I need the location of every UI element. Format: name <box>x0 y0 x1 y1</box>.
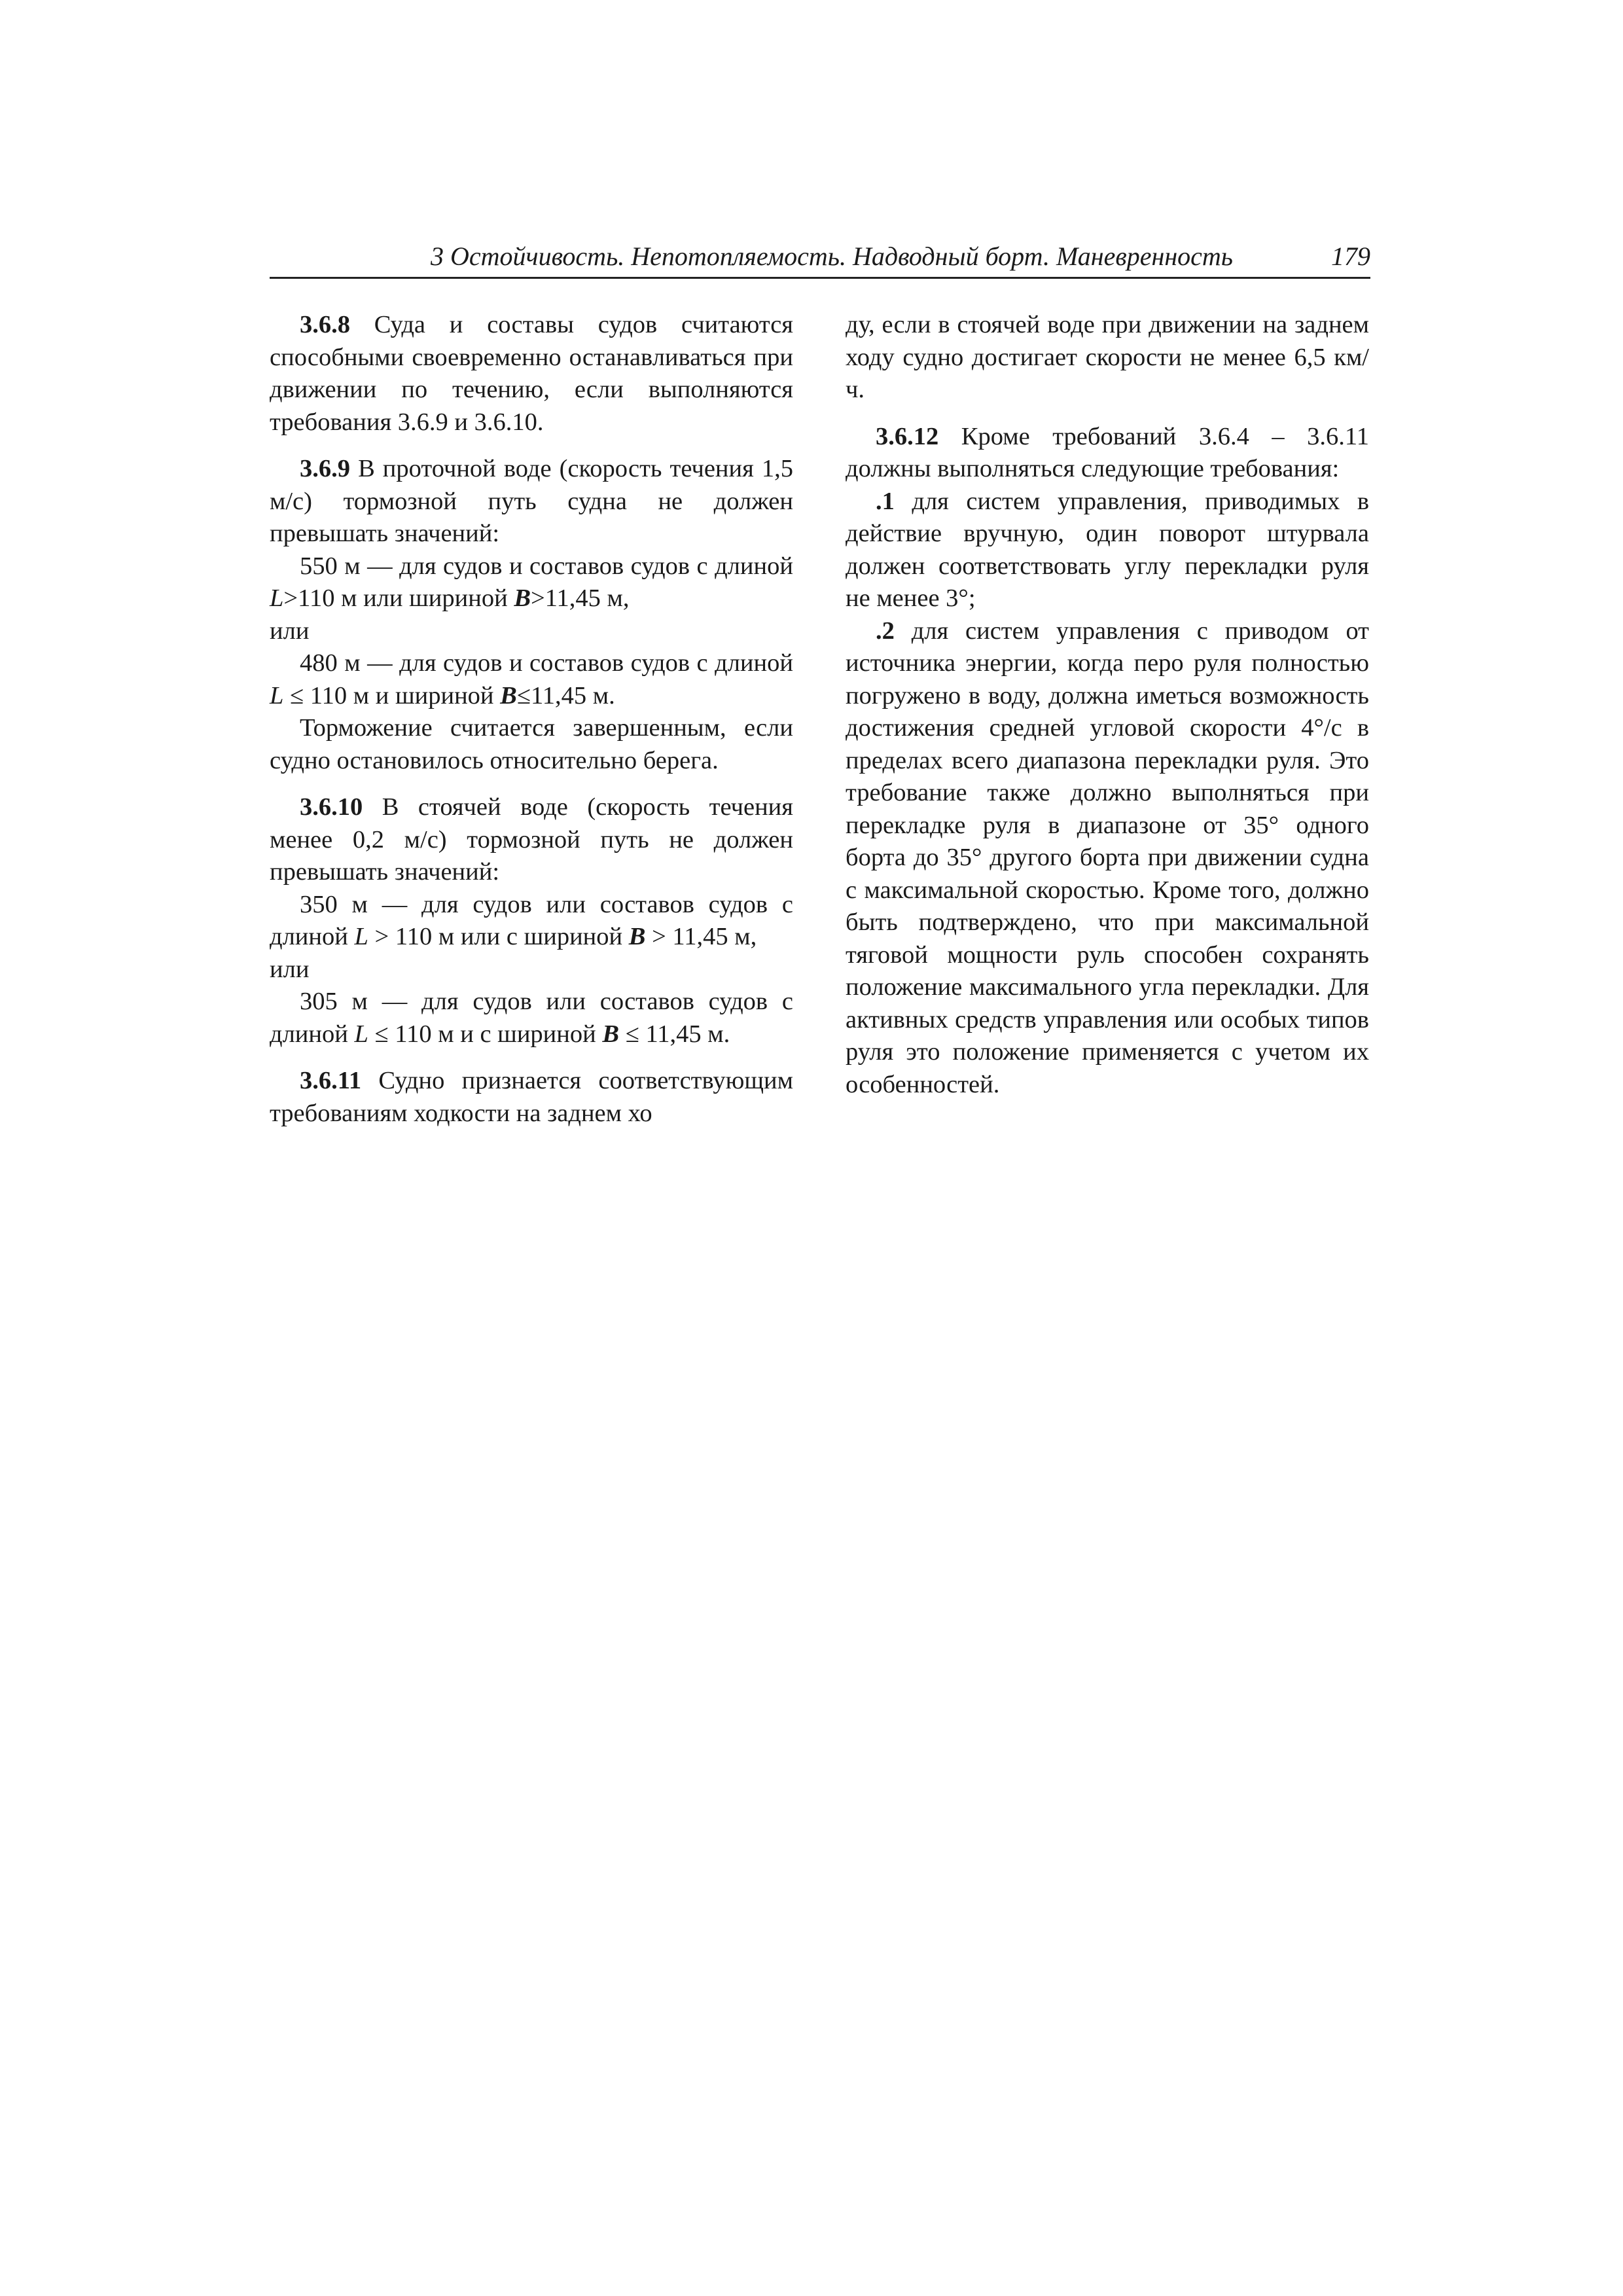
section-number: 3.6.11 <box>300 1067 362 1094</box>
section-text: В стоячей воде (скорость течения менее 0,2 м/с) тормозной путь не должен превышать значений: <box>270 793 793 886</box>
conjunction-or: или <box>270 955 310 983</box>
section-text: В проточной воде (скорость течения 1,5 м/с) тормозной путь судна не должен превышать значений: <box>270 455 794 547</box>
section-text: Кроме требований 3.6.4 – 3.6.11 должны выполняться следующие требования: <box>846 422 1369 482</box>
section-3-6-12 <box>846 421 1369 486</box>
section-text: Судно признается соответствующим требованиям ходкости на заднем хо <box>270 1067 793 1127</box>
section-number: 3.6.8 <box>300 311 350 338</box>
running-header <box>270 239 1370 279</box>
section-3-6-8 <box>270 309 793 439</box>
right-column <box>846 309 1369 1101</box>
left-column <box>270 309 793 1130</box>
section-number: 3.6.10 <box>300 793 363 821</box>
requirement-item: 305 м — для судов или составов судов с длиной L ≤ 110 м и с шириной B ≤ 11,45 м. <box>270 988 793 1048</box>
item-text: для систем управления, приводимых в действие вручную, один поворот штурвала должен соответствовать углу перекладки руля не менее 3°; <box>846 487 1369 612</box>
list-item-2 <box>846 615 1369 1102</box>
requirement-item: 550 м — для судов и составов судов с длиной L>110 м или шириной B>11,45 м, <box>270 552 793 612</box>
section-text: Суда и составы судов считаются способными своевременно останавливаться при движении по течению, если выполняются требования 3.6.9 и 3.6.10. <box>270 311 794 436</box>
requirement-item: 350 м — для судов или составов судов с длиной L > 110 м или с шириной B > 11,45 м, <box>270 890 793 950</box>
section-3-6-11-continued: ду, если в стоячей воде при движении на заднем ходу судно достигает скорости не менее 6,5 км/ч. <box>846 311 1369 403</box>
item-number: .1 <box>876 487 895 515</box>
page-number: 179 <box>1331 242 1370 271</box>
section-number: 3.6.12 <box>876 422 939 450</box>
item-number: .2 <box>876 617 895 645</box>
section-3-6-10 <box>270 791 793 889</box>
section-3-6-11 <box>270 1065 793 1130</box>
section-note: Торможение считается завершенным, если судно остановилось относительно берега. <box>270 714 793 774</box>
conjunction-or: или <box>270 617 310 645</box>
list-item-1 <box>846 486 1369 615</box>
requirement-item: 480 м — для судов и составов судов с длиной L ≤ 110 м и шириной B≤11,45 м. <box>270 649 793 709</box>
header-title: 3 Остойчивость. Непотопляемость. Надводный борт. Маневренность <box>430 242 1233 271</box>
section-number: 3.6.9 <box>300 455 350 482</box>
section-3-6-9 <box>270 453 793 550</box>
item-text: для систем управления с приводом от источника энергии, когда перо руля полностью погружено в воду, должна иметься возможность достижения средней угловой скорости 4°/с в пределах всего диапазона перекладки руля. Это требование также должно выполняться при перекладке руля в диапазоне от 35° одного борта до 35° другого борта при движении судна с максимальной скоростью. Кроме того, должно быть подтверждено, что при максимальной тяговой мощности руль способен сохранять положение максимального угла перекладки. Для активных средств управления или особых типов руля это положение применяется с учетом их особенностей. <box>846 617 1370 1098</box>
